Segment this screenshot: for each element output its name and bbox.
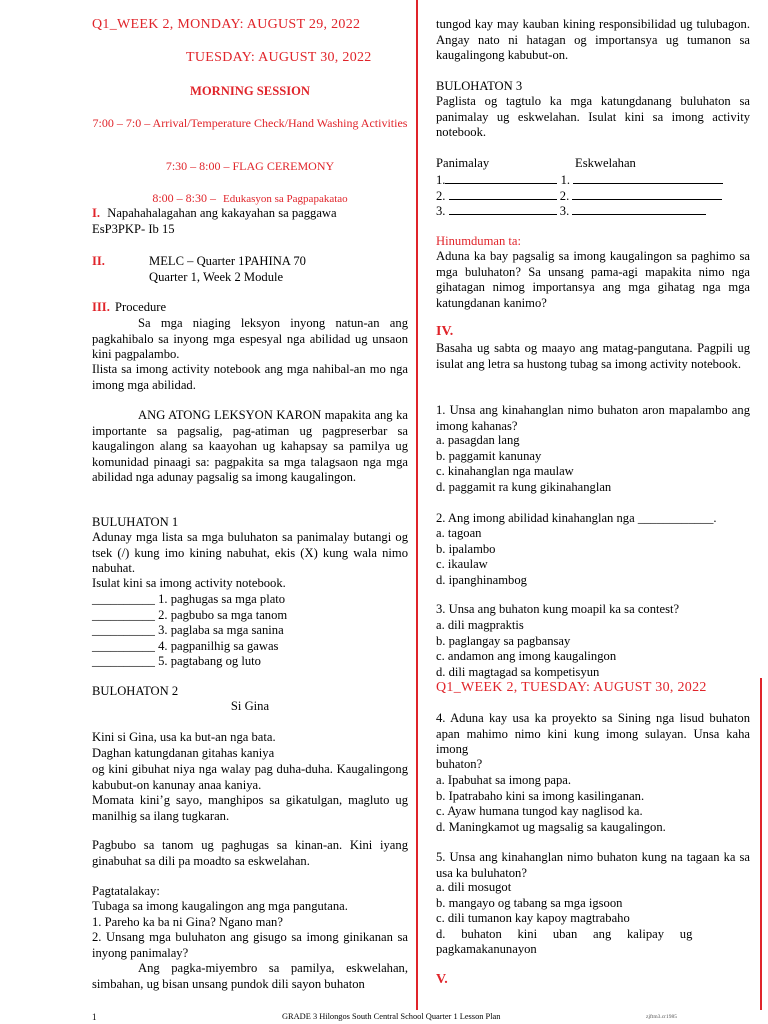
answer-blank (572, 188, 722, 200)
quiz-option-5d: d. buhaton kini uban ang kalipay ug (436, 927, 693, 941)
discussion-question-2: 2. Unsang mga buluhaton ang gisugo sa imong ginikanan sa inyong panimalay? (92, 930, 408, 960)
buluhaton-1-instruction: Isulat kini sa imong activity notebook. (92, 576, 286, 590)
answer-blank: __________ (92, 638, 155, 653)
list-item: d. ipanghinambog (436, 572, 527, 587)
story-line-3: og kini gibuhat niya nga walay pag duha-duha. Kaugalingong kabubut-on kanunay anaa kaniya. (92, 762, 408, 792)
table-header-panimalay: Panimalay (436, 156, 490, 170)
answer-blank: __________ (92, 592, 155, 606)
list-item: b. Ipatrabaho kini sa imong kasilinganan. (436, 788, 645, 803)
discussion-question-1: 1. Pareho ka ba ni Gina? Ngano man? (92, 915, 283, 929)
section-iv-instruction: Basaha ug sabta og maayo ang matag-pangutana. Pagpili ug isulat ang letra sa hustong tubag sa imong activity notebook. (436, 341, 750, 371)
list-item: b. mangayo og tabang sa mga igsoon (436, 895, 623, 910)
list-item: b. paglangay sa pagbansay (436, 633, 571, 648)
story-title: Si Gina (230, 699, 270, 713)
procedure-paragraph-2: Ilista sa imong activity notebook ang mga nahibal-an mo nga imong mga abilidad. (92, 362, 408, 392)
quiz-question-4: 4. Aduna kay usa ka proyekto sa Sining nga lisud buhaton apan mahimo nimo kini kung imong sulayan. Unsa kaha imong (436, 711, 750, 757)
continuation-paragraph: tungod kay may kauban kining responsibilidad ug tulubagon. Angay nato ni hatagan og importansya ug tumanon sa kaugalingong kabubut-on. (436, 17, 750, 63)
footer-title: GRADE 3 Hilongos South Central School Quarter 1 Lesson Plan (282, 1012, 501, 1021)
list-item: c. ikaulaw (436, 557, 488, 572)
list-item: __________ 4. pagpanilhig sa gawas (92, 638, 279, 653)
answer-blank (445, 172, 557, 184)
right-margin-rule (760, 678, 762, 1010)
section-i-label: I. (92, 206, 101, 220)
section-iii (92, 300, 166, 316)
story-line-1: Kini si Gina, usa ka but-an nga bata. (92, 730, 276, 744)
quiz-options-1 (436, 433, 750, 495)
list-item: c. kinahanglan nga maulaw (436, 464, 574, 479)
quiz-question-1: 1. Unsa ang kinahanglan nimo buhaton aron mapalambo ang imong kahanas? (436, 403, 750, 433)
list-item: d. Maningkamot ug magsalig sa kaugalingon. (436, 819, 666, 834)
tuesday-heading: TUESDAY: AUGUST 30, 2022 (186, 50, 372, 65)
story-line-5: Pagbubo sa tanom ug paghugas sa kinan-an. Kini iyang ginabuhat sa dili pa moadto sa eskwelahan. (92, 838, 408, 868)
quiz-options-4 (436, 773, 750, 835)
list-item: a. Ipabuhat sa imong papa. (436, 773, 571, 787)
answer-blank (449, 188, 557, 200)
schedule-arrival: 7:00 – 7:0 – Arrival/Temperature Check/Hand Washing Activities (92, 116, 408, 130)
quiz-question-5: 5. Unsa ang kinahanglan nimo buhaton kung na tagaan ka sa usa ka buluhaton? (436, 850, 750, 880)
list-item: a. pasagdan lang (436, 433, 520, 447)
quiz-question-4-end: buhaton? (436, 757, 483, 771)
answer-blank (449, 203, 557, 215)
list-item: __________ 5. pagtabang og luto (92, 654, 261, 669)
list-item: c. dili tumanon kay kapoy magtrabaho (436, 911, 630, 926)
list-item: c. Ayaw humana tungod kay naglisod ka. (436, 804, 643, 819)
section-i-code: EsP3PKP- Ib 15 (92, 222, 175, 236)
answer-blank (573, 172, 723, 184)
section-ii-module: Quarter 1, Week 2 Module (149, 270, 284, 284)
section-i (92, 206, 408, 222)
table-row: 2. 2. (436, 188, 750, 205)
answer-blank: __________ (92, 623, 155, 638)
quiz-question-2: 2. Ang imong abilidad kinahanglan nga ____________. (436, 511, 717, 525)
quiz-options-5 (436, 880, 750, 927)
procedure-paragraph-1: Sa mga niaging leksyon inyong natun-an ang pagkahibalo sa inyong mga espesyal nga abilidad ug unsaon kini pagpalambo. (92, 316, 408, 362)
hinumduman-title: Hinumduman ta: (436, 234, 521, 248)
list-item: b. ipalambo (436, 541, 496, 556)
page-number: 1 (92, 1012, 97, 1022)
buluhaton-1-list (92, 592, 408, 670)
schedule-esp-subject: Edukasyon sa Pagpapakatao (223, 193, 348, 205)
list-item: a. dili mosugot (436, 880, 512, 894)
schedule-esp (92, 191, 408, 207)
list-item: d. paggamit ra kung gikinahanglan (436, 479, 612, 494)
list-item: a. dili magpraktis (436, 618, 524, 632)
list-item: d. dili magtagad sa kompetisyun (436, 664, 600, 679)
bulohaton-3-text: Paglista og tagtulo ka mga katungdanang buluhaton sa panimalay ug eskwelahan. Isulat kini sa imong activity notebook. (436, 94, 750, 140)
table-header-eskwelahan: Eskwelahan (575, 156, 636, 170)
list-item: a. tagoan (436, 526, 482, 540)
schedule-esp-time: 8:00 – 8:30 – (152, 191, 217, 205)
bulohaton-2-title: BULOHATON 2 (92, 684, 179, 698)
quiz-options-2 (436, 526, 750, 588)
table-row: 1. 1. (436, 172, 750, 189)
section-ii-label: II. (92, 254, 105, 268)
story-line-2: Daghan katungdanan gitahas kaniya (92, 746, 275, 760)
bulohaton-3-title: BULOHATON 3 (436, 79, 523, 93)
answer-blank: __________ (92, 607, 155, 622)
story-line-4: Momata kini’g sayo, manghipos sa gikatulgan, magluto ug manilhig sa ilang tugkaran. (92, 793, 408, 823)
buluhaton-1-title: BULUHATON 1 (92, 515, 179, 529)
section-iv-label: IV. (436, 324, 454, 339)
table-row: 3. 3. (436, 203, 750, 220)
list-item: __________ 2. pagbubo sa mga tanom (92, 607, 288, 622)
buluhaton-1-text: Adunay mga lista sa mga buluhaton sa panimalay butangi og tsek (/) kung imo kining nabuhat, ekis (X) kung wala nimo nabuhat. (92, 530, 408, 576)
quiz-options-3 (436, 618, 750, 680)
section-i-text: Napahahalagahan ang kakayahan sa paggawa (107, 206, 337, 220)
section-v-label: V. (436, 972, 448, 987)
section-ii-melc: MELC – Quarter 1PAHINA 70 (149, 254, 306, 268)
hinumduman-text: Aduna ka bay pagsalig sa imong kaugalingon sa paghimo sa mga buluhaton? Sa unsang pama-agi mapakita nimo nga gihatagan nimog importansya ang mga gihatag nga mga katungdanan kanimo? (436, 249, 750, 310)
list-item: __________ 1. paghugas sa mga plato (92, 592, 286, 606)
week-heading: Q1_WEEK 2, MONDAY: AUGUST 29, 2022 (92, 17, 361, 32)
session-heading: MORNING SESSION (189, 84, 311, 98)
list-item: b. paggamit kanunay (436, 448, 542, 463)
section-iii-label: III. (92, 300, 110, 314)
schedule-flag: 7:30 – 8:00 – FLAG CEREMONY (165, 159, 335, 173)
list-item: c. andamon ang imong kaugalingon (436, 649, 617, 664)
discussion-title: Pagtatalakay: (92, 884, 160, 898)
membership-paragraph: Ang pagka-miyembro sa pamilya, eskwelahan, simbahan, ug bisan unsang pundok dili sayon buhaton (92, 961, 408, 991)
quiz-question-3: 3. Unsa ang buhaton kung moapil ka sa contest? (436, 602, 680, 616)
lesson-paragraph: ANG ATONG LEKSYON KARON mapakita ang ka importante sa pagsalig, pag-atiman ug pagpreserbar sa kaugalingon alang sa kaayohan ug kahapsay sa pamilya ug komunidad pinaagi sa: pagpakita sa mga talagsaon nga mga abilidad nga adunay pagsalig sa imong kaugalingon. (92, 408, 408, 485)
answer-blank (572, 203, 706, 215)
discussion-instruction: Tubaga sa imong kaugalingon ang mga pangutana. (92, 899, 348, 913)
column-divider (416, 0, 418, 1010)
tuesday-week-heading: Q1_WEEK 2, TUESDAY: AUGUST 30, 2022 (436, 680, 707, 695)
list-item: __________ 3. paglaba sa mga sanina (92, 623, 284, 638)
section-iii-title: Procedure (115, 300, 167, 314)
quiz-option-5d-cont: pagkamakanunayon (436, 942, 537, 956)
answer-blank: __________ (92, 654, 155, 669)
footer-mark: zjftm3.cr1985 (646, 1014, 678, 1020)
